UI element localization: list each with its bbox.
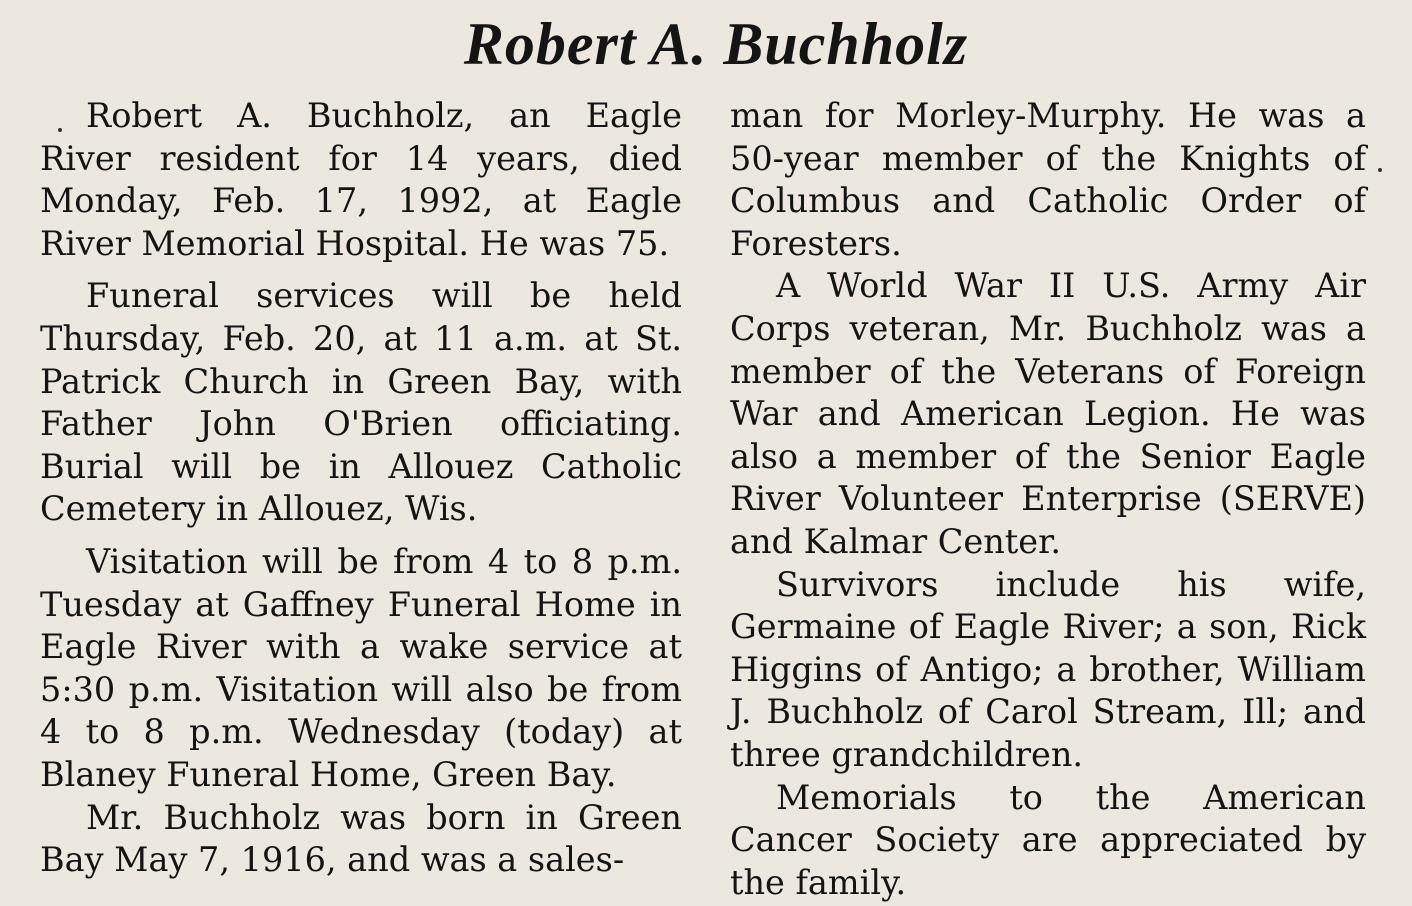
- obituary-headline: Robert A. Buchholz: [463, 11, 969, 77]
- print-speck: [1378, 168, 1382, 172]
- print-speck: [58, 128, 62, 132]
- paragraph-career: man for Morley-Murphy. He was a 50-year member of the Knights of Columbus and Catholic Order of Foresters.: [730, 96, 1366, 263]
- paragraph-survivors: Survivors include his wife, Germaine of Eagle River; a son, Rick Higgins of Antigo; a brother, William J. Buchholz of Carol Stream, Ill; and three grandchildren.: [730, 564, 1366, 774]
- paragraph-military: A World War II U.S. Army Air Corps veteran, Mr. Buchholz was a member of the Veterans of Foreign War and American Legion. He was also a member of the Senior Eagle River Volunteer Enterprise (SERVE) and Kalmar Center.: [730, 266, 1366, 561]
- paragraph-funeral-services: Funeral services will be held Thursday, Feb. 20, at 11 a.m. at St. Patrick Church in Green Bay, with Father John O'Brien officiating. Burial will be in Allouez Catholic Cemetery in Allouez, Wis.: [40, 276, 682, 529]
- paragraph-birth: Mr. Buchholz was born in Green Bay May 7, 1916, and was a sales-: [40, 797, 682, 880]
- paragraph-death-notice: Robert A. Buchholz, an Eagle River resident for 14 years, died Monday, Feb. 17, 1992, at Eagle River Memorial Hospital. He was 75.: [40, 96, 682, 263]
- right-column: [730, 95, 1366, 904]
- paragraph-memorials: Memorials to the American Cancer Society are appreciated by the family.: [730, 777, 1366, 902]
- paragraph-visitation: Visitation will be from 4 to 8 p.m. Tuesday at Gaffney Funeral Home in Eagle River with a wake service at 5:30 p.m. Visitation will also be from 4 to 8 p.m. Wednesday (today) at Blaney Funeral Home, Green Bay.: [40, 541, 682, 794]
- left-column: [40, 95, 682, 882]
